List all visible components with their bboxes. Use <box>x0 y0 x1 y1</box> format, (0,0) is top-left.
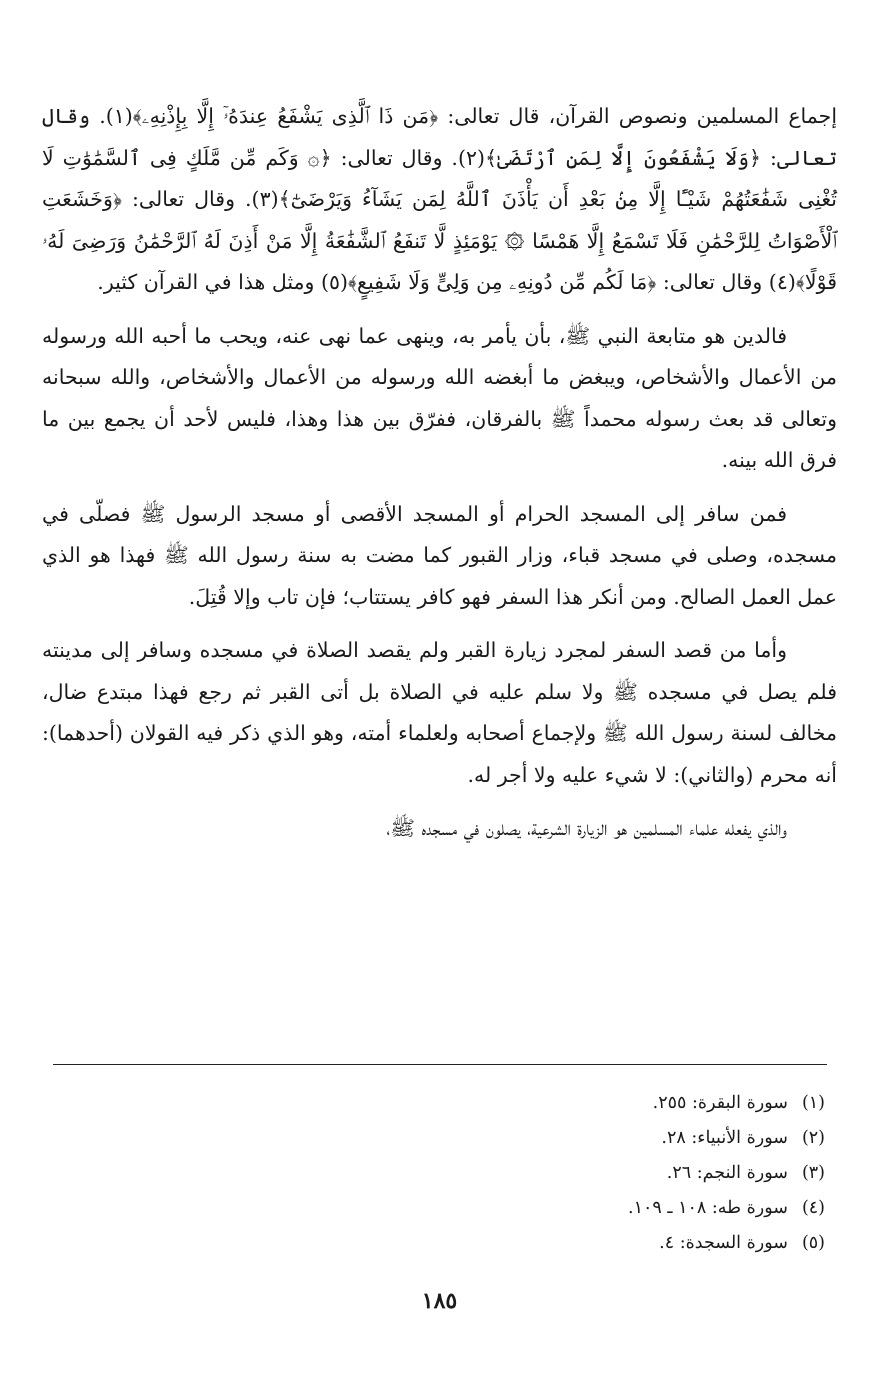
main-text <box>42 96 837 860</box>
footnotes <box>225 1086 825 1261</box>
footnote-number: (٥) <box>801 1233 825 1253</box>
footnote-3 <box>225 1156 825 1191</box>
paragraph-5: والذي يفعله علماء المسلمين هو الزيارة الشرعية، يصلون في مسجده ﷺ، <box>386 816 787 840</box>
footnote-number: (٤) <box>801 1198 825 1218</box>
footnote-divider <box>53 1064 827 1065</box>
paragraph-3: فمن سافر إلى المسجد الحرام أو المسجد الأقصى أو مسجد الرسول ﷺ فصلّى في مسجده، وصلى في مسجد قباء، وزار القبور كما مضت به سنة رسول الله ﷺ فهذا هو الذي عمل العمل الصالح. ومن أنكر هذا السفر فهو كافر يستتاب؛ فإن تاب وإلا قُتِلَ. <box>42 501 837 609</box>
footnote-number: (٢) <box>801 1128 825 1148</box>
footnote-number: (٣) <box>801 1163 825 1183</box>
paragraph-1: إجماع المسلمين ونصوص القرآن، قال تعالى: ﴿مَن ذَا ٱلَّذِى يَشْفَعُ عِندَهُۥٓ إِلَّا بِإِذْنِهِۦ﴾(١). وقال تعالى: ﴿وَلَا يَشْفَعُونَ إِلَّا لِمَنِ ٱرْتَضَىٰ﴾(٢). وقال تعالى: ﴿۞ وَكَم مِّن مَّلَكٍ فِى ٱلسَّمَٰوَٰتِ لَا تُغْنِى شَفَٰعَتُهُمْ شَيْـًٔا إِلَّا مِنۢ بَعْدِ أَن يَأْذَنَ ٱللَّهُ لِمَن يَشَآءُ وَيَرْضَىٰٓ﴾(٣). وقال تعالى: ﴿وَخَشَعَتِ ٱلْأَصْوَاتُ لِلرَّحْمَٰنِ فَلَا تَسْمَعُ إِلَّا هَمْسًا ۞ يَوْمَئِذٍ لَّا تَنفَعُ ٱلشَّفَٰعَةُ إِلَّا مَنْ أَذِنَ لَهُ ٱلرَّحْمَٰنُ وَرَضِىَ لَهُۥ قَوْلًا﴾(٤) وقال تعالى: ﴿مَا لَكُم مِّن دُونِهِۦ مِن وَلِىٍّ وَلَا شَفِيعٍ﴾(٥) ومثل هذا في القرآن كثير. <box>42 104 838 294</box>
footnote-text: سورة طه: ١٠٨ ـ ١٠٩. <box>628 1198 788 1218</box>
page-number: ١٨٥ <box>421 1288 458 1314</box>
footnote-text: سورة الأنبياء: ٢٨. <box>661 1128 788 1148</box>
footnote-4 <box>225 1191 825 1226</box>
paragraph-2: فالدين هو متابعة النبي ﷺ، بأن يأمر به، وينهى عما نهى عنه، ويحب ما أحبه الله ورسوله من الأعمال والأشخاص، ويبغض ما أبغضه الله ورسوله من الأعمال والأشخاص، والله سبحانه وتعالى قد بعث رسوله محمداً ﷺ بالفرقان، ففرّق بين هذا وهذا، فليس لأحد أن يجمع بين ما فرق الله بينه. <box>42 323 837 472</box>
footnote-text: سورة السجدة: ٤. <box>659 1233 788 1253</box>
footnote-2 <box>225 1121 825 1156</box>
footnote-text: سورة النجم: ٢٦. <box>666 1163 788 1183</box>
footnote-5 <box>225 1226 825 1261</box>
footnote-number: (١) <box>801 1093 825 1113</box>
footnote-text: سورة البقرة: ٢٥٥. <box>652 1093 788 1113</box>
footnote-1 <box>225 1086 825 1121</box>
paragraph-4: وأما من قصد السفر لمجرد زيارة القبر ولم يقصد الصلاة في مسجده وسافر إلى مدينته فلم يصل في مسجده ﷺ ولا سلم عليه في الصلاة بل أتى القبر ثم رجع فهذا مبتدع ضال، مخالف لسنة رسول الله ﷺ ولإجماع أصحابه ولعلماء أمته، وهو الذي ذكر فيه القولان (أحدهما): أنه محرم (والثاني): لا شيء عليه ولا أجر له. <box>42 638 837 787</box>
